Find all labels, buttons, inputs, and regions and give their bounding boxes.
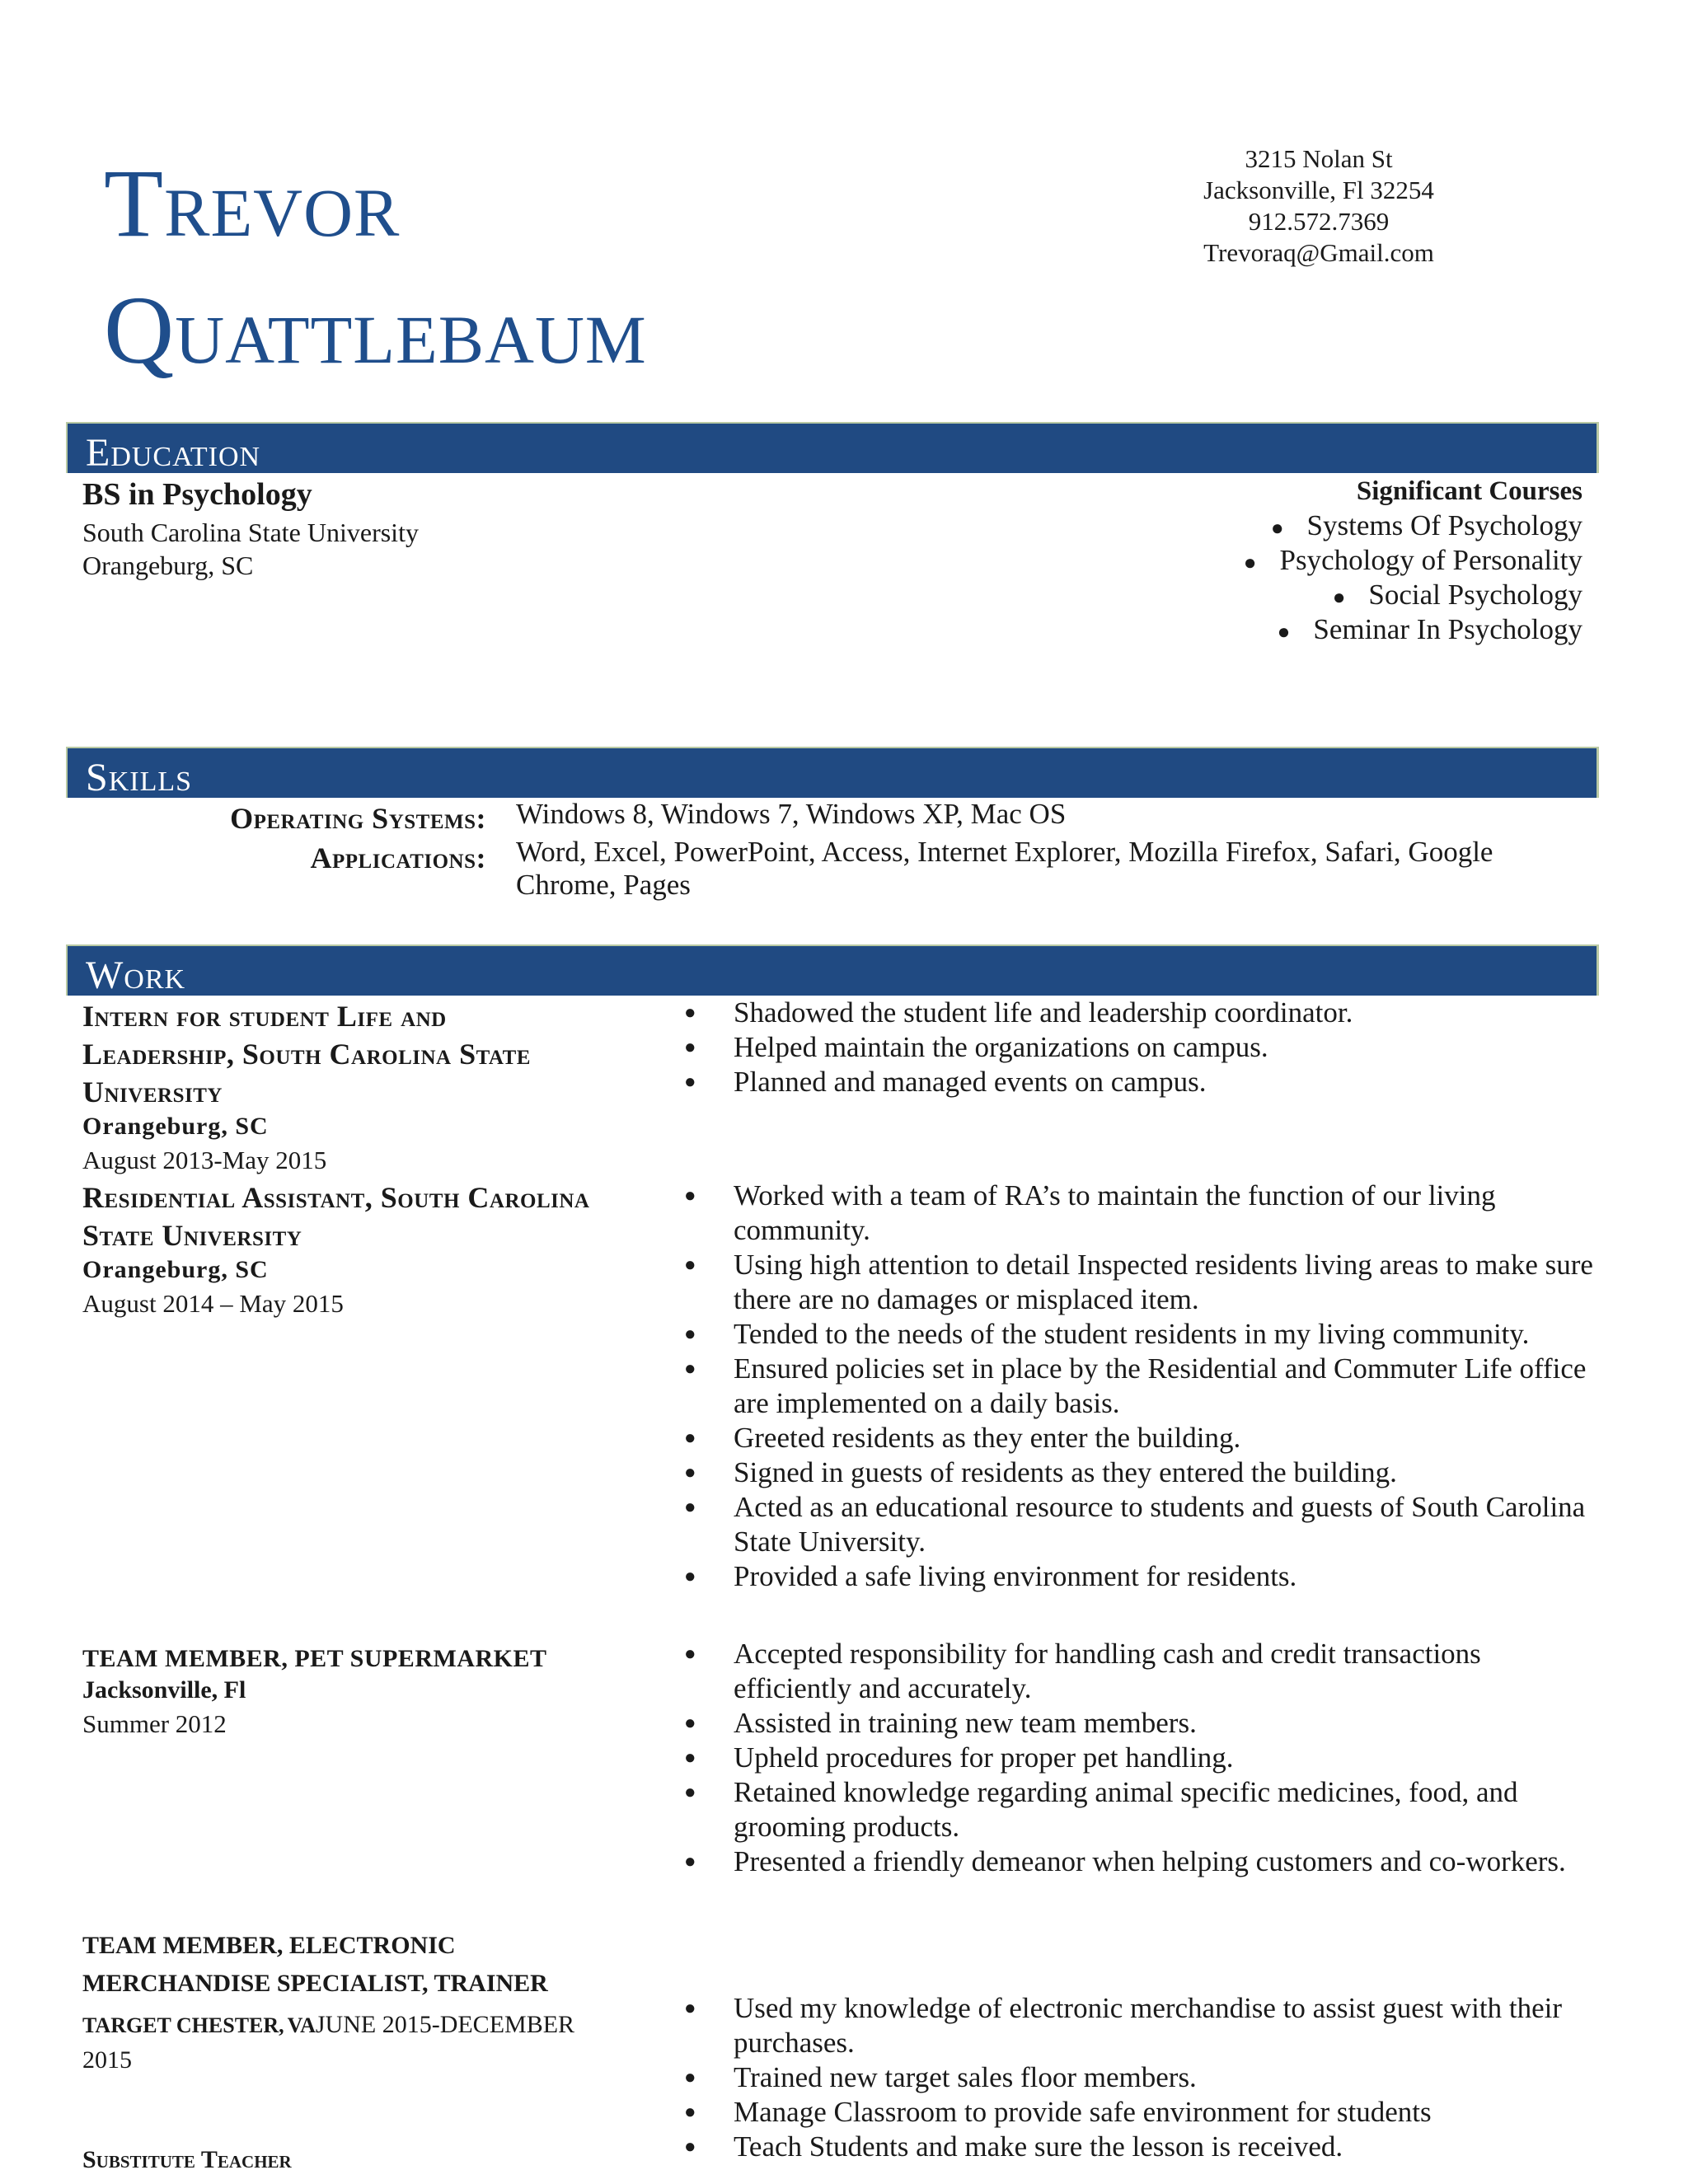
bullet-item: ● Ensured policies set in place by the Residential and Commuter Life office are implemented on a daily basis. bbox=[684, 1352, 1599, 1421]
job-title-line1: TEAM MEMBER, ELECTRONIC bbox=[82, 1932, 456, 1959]
job-title-line2: MERCHANDISE SPECIALIST, TRAINER bbox=[82, 1970, 548, 1997]
bullet-item: ● Shadowed the student life and leadership coordinator. bbox=[684, 996, 1599, 1030]
job-dates: August 2013-May 2015 bbox=[82, 1146, 327, 1174]
apps-value: Word, Excel, PowerPoint, Access, Internet Explorer, Mozilla Firefox, Safari, Google Chrome, Pages bbox=[516, 836, 1493, 901]
contact-phone: 912.572.7369 bbox=[1248, 207, 1390, 236]
bullet-item: ● Manage Classroom to provide safe environment for students bbox=[684, 2095, 1599, 2130]
bullet-icon: ● bbox=[1243, 550, 1257, 574]
bullet-item: ● Greeted residents as they enter the building. bbox=[684, 1421, 1599, 1455]
bullet-item: ● Trained new target sales floor members. bbox=[684, 2060, 1599, 2095]
bullet-item: ● Assisted in training new team members. bbox=[684, 1706, 1599, 1741]
contact-block bbox=[1137, 143, 1500, 269]
bullet-item: ● Signed in guests of residents as they entered the building. bbox=[684, 1455, 1599, 1490]
job-employer-dates bbox=[82, 2009, 610, 2080]
first-name bbox=[104, 149, 401, 257]
bullet-item: ● Tended to the needs of the student residents in my living community. bbox=[684, 1317, 1599, 1352]
bullet-icon: ● bbox=[1332, 584, 1346, 609]
skills-header-bar bbox=[66, 747, 1599, 798]
apps-label: Applications: bbox=[310, 841, 486, 874]
first-name-text: Trevor bbox=[104, 149, 401, 257]
education-heading: Education bbox=[86, 431, 261, 475]
os-value: Windows 8, Windows 7, Windows XP, Mac OS bbox=[516, 798, 1067, 830]
bullet-item: ● Provided a safe living environment for residents. bbox=[684, 1559, 1599, 1594]
job-title: TEAM MEMBER, PET SUPERMARKET bbox=[82, 1645, 547, 1672]
course-item bbox=[1154, 544, 1582, 577]
job-title: Intern for student Life and Leadership, South Carolina State University bbox=[82, 1000, 531, 1108]
job-location: Orangeburg, SC bbox=[82, 1113, 269, 1140]
job-employer: TARGET CHESTER, bbox=[82, 2013, 284, 2037]
bullet-item: ● Presented a friendly demeanor when helping customers and co-workers. bbox=[684, 1844, 1599, 1879]
bullet-item: ● Using high attention to detail Inspected residents living areas to make sure there are no damages or misplaced item. bbox=[684, 1248, 1599, 1317]
education-header-bar bbox=[66, 422, 1599, 473]
bullet-item: ● Planned and managed events on campus. bbox=[684, 1065, 1599, 1099]
bullet-item: ● Upheld procedures for proper pet handling. bbox=[684, 1741, 1599, 1775]
job-location: Jacksonville, Fl bbox=[82, 1676, 246, 1704]
skills-heading: Skills bbox=[86, 756, 193, 799]
job-bullets bbox=[684, 996, 1599, 1099]
bullet-item: ● Worked with a team of RA’s to maintain the function of our living community. bbox=[684, 1179, 1599, 1248]
bullet-icon: ● bbox=[1270, 515, 1284, 540]
course-item bbox=[1154, 579, 1582, 612]
bullet-item: ● Retained knowledge regarding animal specific medicines, food, and grooming products. bbox=[684, 1775, 1599, 1844]
contact-email: Trevoraq@Gmail.com bbox=[1203, 238, 1434, 267]
course-item bbox=[1154, 509, 1582, 542]
job-state: VA bbox=[287, 2013, 316, 2037]
course-item bbox=[1154, 613, 1582, 646]
school-name: South Carolina State University bbox=[82, 518, 419, 547]
job-dates: Summer 2012 bbox=[82, 1709, 227, 1738]
contact-address: 3215 Nolan St bbox=[1245, 144, 1393, 173]
course-label: Seminar In Psychology bbox=[1313, 613, 1582, 645]
job-title: Substitute Teacher bbox=[82, 2146, 292, 2173]
bullet-item: ● Teach Students and make sure the lesson is received. bbox=[684, 2130, 1599, 2164]
degree: BS in Psychology bbox=[82, 477, 312, 512]
school-location: Orangeburg, SC bbox=[82, 551, 254, 580]
os-label: Operating Systems: bbox=[230, 802, 486, 835]
work-heading: Work bbox=[86, 954, 186, 997]
job-title: Residential Assistant, South Carolina State University bbox=[82, 1181, 590, 1252]
job-bullets bbox=[684, 1179, 1599, 1594]
bullet-item: ● Used my knowledge of electronic merchandise to assist guest with their purchases. bbox=[684, 1991, 1599, 2060]
bullet-item: ● Helped maintain the organizations on campus. bbox=[684, 1030, 1599, 1065]
last-name-text: Quattlebaum bbox=[104, 276, 647, 384]
contact-city: Jacksonville, Fl 32254 bbox=[1203, 176, 1434, 204]
course-label: Psychology of Personality bbox=[1279, 544, 1582, 576]
job-dates: JUNE 2015-DECEMBER 2015 bbox=[82, 2011, 575, 2074]
bullet-item: ● Acted as an educational resource to students and guests of South Carolina State University. bbox=[684, 1490, 1599, 1559]
course-label: Systems Of Psychology bbox=[1306, 509, 1582, 541]
bullet-item: ● Accepted responsibility for handling cash and credit transactions efficiently and accurately. bbox=[684, 1637, 1599, 1706]
job-bullets bbox=[684, 1637, 1599, 1879]
bullet-icon: ● bbox=[1277, 619, 1291, 644]
last-name bbox=[104, 276, 647, 384]
job-bullets bbox=[684, 1991, 1599, 2164]
work-header-bar bbox=[66, 944, 1599, 996]
courses-title: Significant Courses bbox=[1356, 476, 1582, 506]
job-location: Orangeburg, SC bbox=[82, 1256, 269, 1283]
course-label: Social Psychology bbox=[1368, 579, 1582, 611]
job-dates: August 2014 – May 2015 bbox=[82, 1289, 344, 1318]
